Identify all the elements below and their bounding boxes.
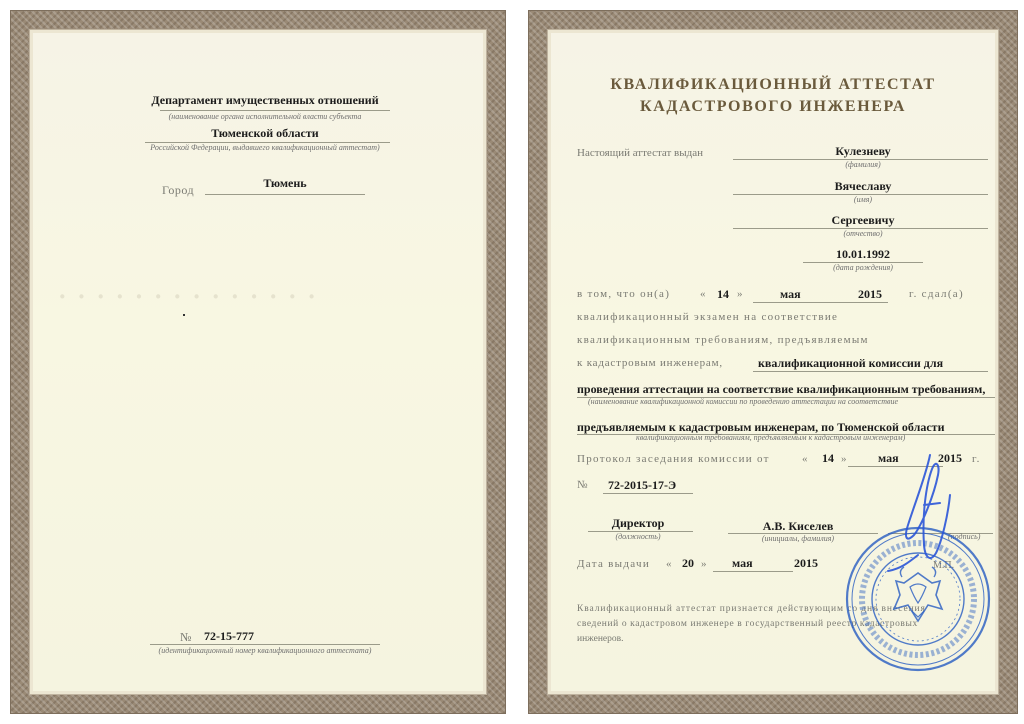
birth-date-caption: (дата рождения) [833,263,893,272]
issue-quote-open: « [666,558,673,570]
exam-text-line-4: к кадастровым инженерам, [577,357,723,369]
certificate-left-page [10,10,506,714]
commission-part-3: предъявляемым к кадастровым инженерам, по Тюменской области [577,420,945,434]
certificate-number: 72-15-777 [204,629,254,643]
exam-day: 14 [717,287,729,301]
footer-text-line-2: сведений о кадастровом инженере в государственный реестр кадастровых [577,619,918,629]
exam-quote-open: « [700,288,707,300]
exam-month: мая [780,287,801,301]
issue-day: 20 [682,556,694,570]
commission-part-2: проведения аттестации на соответствие квалификационным требованиям, [577,382,986,396]
handwritten-signature-icon [878,445,968,575]
exam-prefix: в том, что он(а) [577,288,671,300]
left-page-inner [29,29,487,695]
name-caption: (имя) [853,195,873,204]
footer-text-line-1: Квалификационный аттестат признается действующим со дня внесения [577,604,926,614]
issuer-caption-2: Российской Федерации, выдавшего квалификационный аттестат) [150,143,380,152]
right-page-inner [547,29,999,695]
commission-underline-1 [753,371,988,372]
dot-mark [183,314,185,316]
commission-part-1: квалификационной комиссии для [758,356,944,370]
patronymic-value: Сергеевичу [831,213,895,227]
footer-text-line-3: инженеров. [577,634,624,644]
signature-caption: (подпись) [948,532,981,541]
exam-text-line-3: квалификационным требованиям, предъявляемым [577,334,869,346]
certificate-right-page [528,10,1018,714]
background-watermark-text: · · · · · · · · · · · · · · [58,282,318,311]
city-label: Город [162,183,195,197]
exam-month-underline [753,302,888,303]
protocol-month: мая [878,451,899,465]
city-value: Тюмень [263,176,307,190]
issuer-underline-1 [160,110,390,111]
protocol-number: 72-2015-17-Э [608,478,677,492]
issuer-line-1: Департамент имущественных отношений [151,93,379,107]
patronymic-caption: (отчество) [843,229,883,238]
issue-date-label: Дата выдачи [577,558,651,570]
protocol-number-underline [603,493,693,494]
surname-value: Кулезневу [835,144,891,158]
birth-date-value: 10.01.1992 [836,247,890,261]
protocol-label: Протокол заседания комиссии от [577,453,770,465]
number-caption: (идентификационный номер квалификационного аттестата) [158,646,372,655]
city-underline [205,194,365,195]
commission-caption-1: (наименование квалификационной комиссии по проведению аттестации на соответствие [588,397,899,406]
protocol-year: 2015 [938,451,962,465]
issued-to-label: Настоящий аттестат выдан [577,147,704,159]
position-value: Директор [611,516,665,530]
signer-caption: (инициалы, фамилия) [761,534,835,543]
issue-month-underline [713,571,793,572]
exam-suffix: г. сдал(а) [909,288,964,300]
exam-year: 2015 [858,287,882,301]
issuer-caption-1: (наименование органа исполнительной власти субъекта [168,112,362,121]
protocol-day: 14 [822,451,834,465]
certificate-title-line-1: КВАЛИФИКАЦИОННЫЙ АТТЕСТАТ [610,76,936,93]
protocol-quote-close: » [841,453,848,465]
name-value: Вячеславу [834,179,892,193]
issuer-line-2: Тюменской области [211,126,319,140]
position-caption: (должность) [615,532,661,541]
seal-place-label: М.П. [933,560,955,571]
signer-value: А.В. Киселев [762,519,834,533]
protocol-quote-open: « [802,453,809,465]
issue-year: 2015 [794,556,818,570]
commission-caption-2: квалификационным требованиям, предъявляемым к кадастровым инженерам) [636,433,906,442]
certificate-title-line-2: КАДАСТРОВОГО ИНЖЕНЕРА [640,98,906,115]
number-label: № [180,630,192,644]
surname-caption: (фамилия) [845,160,881,169]
exam-quote-close: » [737,288,744,300]
protocol-year-suffix: г. [972,453,981,465]
issue-quote-close: » [701,558,708,570]
protocol-number-label: № [577,479,589,491]
number-underline [150,644,380,645]
issue-month: мая [732,556,753,570]
exam-text-line-2: квалификационный экзамен на соответствие [577,311,839,323]
